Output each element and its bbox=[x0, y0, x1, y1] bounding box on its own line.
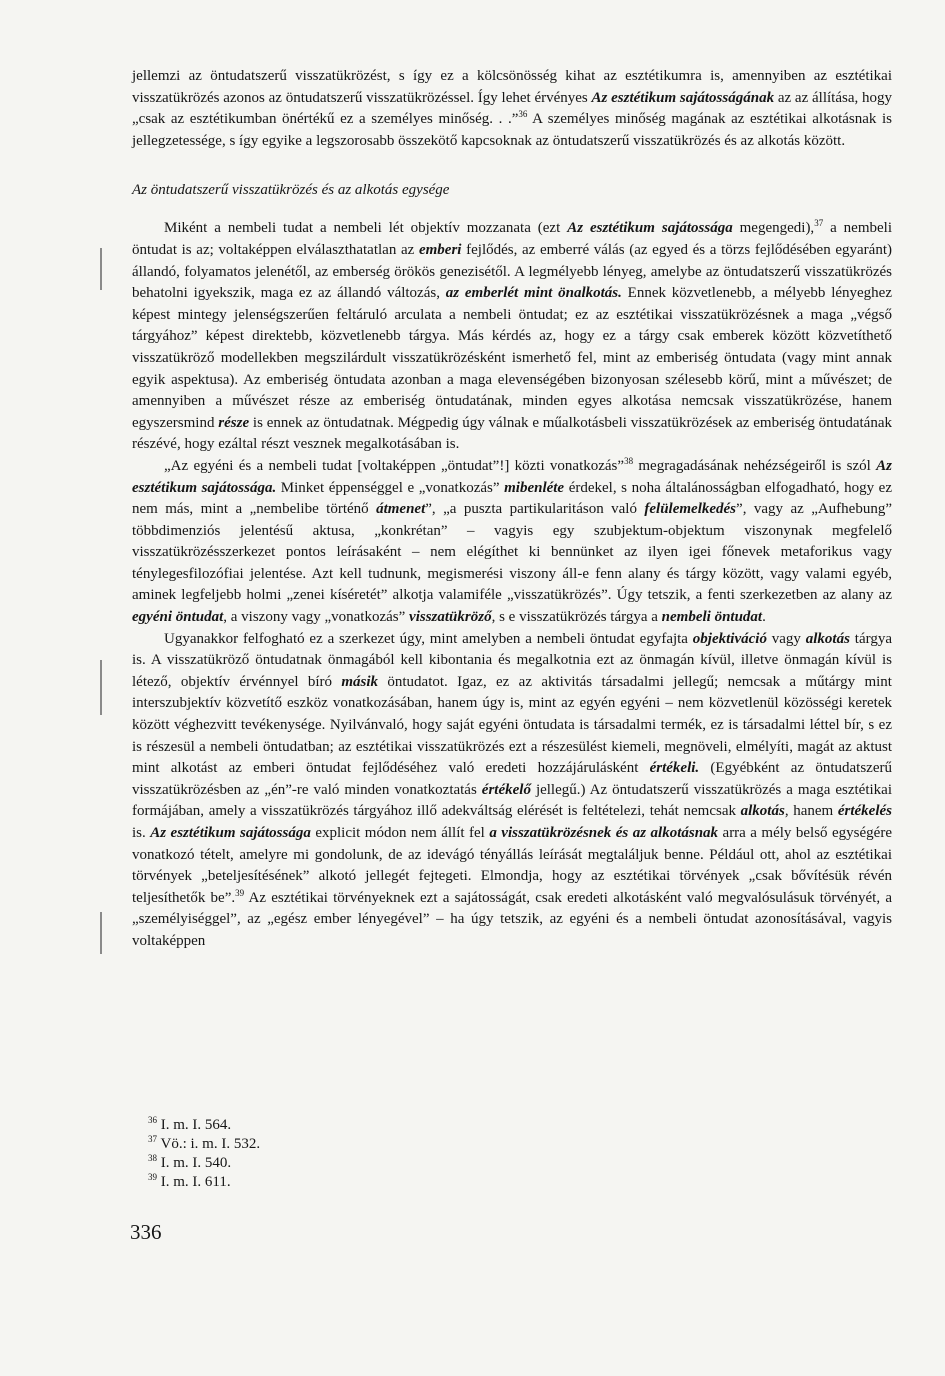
paragraph-4 bbox=[132, 629, 892, 953]
text-run: megengedi), bbox=[732, 220, 815, 237]
text-run: , a viszony vagy „vonatkozás” bbox=[223, 609, 410, 626]
emphasis-text: értékelő bbox=[481, 781, 531, 798]
text-run: jellegű.) Az öntudatszerű visszatükrözés a maga esztétikai formájában, amely a visszatükrözés tárgyához illő adekváltság elérését is feltételezi, tehát nemcsak bbox=[132, 781, 892, 820]
paragraph-2 bbox=[132, 218, 892, 456]
footnote-number: 39 bbox=[148, 1172, 157, 1182]
text-run: is ennek az öntudatnak. Mégpedig úgy válnak e műalkotásbeli visszatükrözések az emberiség öntudatának részévé, hogy ezáltal részt vesznek megalkotásában is. bbox=[132, 414, 892, 453]
text-run: is. bbox=[132, 825, 151, 841]
footnote-reference: 38 bbox=[624, 455, 634, 466]
text-run: , hanem bbox=[784, 803, 838, 820]
text-run: Ennek közvetlenebb, a mélyebb lényeghez képest mintegy jelenségszerűen feltáruló arculata a nembeli öntudat; ez az esztétikai visszatükrözésnek a maga „végső tárgyához” képest direktebb, közvetlenebb tárgya. Más kérdés az, hogy ez a tárgy csak emberek között közvetíthető visszatükröző modellekben megszilárdult visszatükrözésként ismerhető fel, mint az emberiség öntudata (vagy mint annak egyik aspektusa). Az emberiség öntudata azonban a maga elevenségében bizonyosan szélesebb körű, mint a művészet; de amennyiben a művészet része az emberiség öntudatának, minden egyes alkotása nemcsak visszatükrözése, hanem egyszersmind bbox=[132, 285, 892, 431]
text-run: tárgya is. A visszatükröző öntudatnak önmagából kell kibontania és megalkotnia ezt az önmagán kívül, illetve önmagán kívül is létező, objektív érvénnyel bíró bbox=[132, 630, 892, 690]
footnote-text: I. m. I. 564. bbox=[160, 1117, 232, 1133]
footnote bbox=[148, 1154, 260, 1173]
text-run: öntudatot. Igaz, ez az aktivitás társadalmi jellegű; nemcsak a műtárgy mint interszubjektív közvetítő eszköz vonatkozásában, hanem úgy is, mint az egyén egyéni – nem közvetlenül közösségi keretek között véghezvitt tevékenysége. Nyilvánvaló, hogy saját egyéni öntudata is társadalmi termék, ez is társadalmi léttel bír, s ez is részesül a nembeli öntudatban; az esztétikai visszatükrözés ezt a részesülést kiemeli, megnöveli, elmélyíti, magát az aktust mint alkotást az emberi öntudat fejlődéséhez való eredeti hozzájárulásként bbox=[132, 673, 892, 777]
footnote-text: I. m. I. 611. bbox=[160, 1174, 231, 1190]
emphasis-text: Az esztétikum sajátosságának bbox=[591, 89, 775, 106]
footnote-number: 38 bbox=[148, 1153, 157, 1163]
emphasis-text: Az esztétikum sajátossága bbox=[150, 825, 311, 841]
footnote-text: I. m. I. 540. bbox=[160, 1155, 232, 1171]
footnote bbox=[148, 1116, 260, 1135]
text-run: ”, vagy az „Aufhebung” többdimenziós jelentésű aktusa, „konkrétan” – vagyis egy szubjektum-objektum viszonynak megfelelő visszatükrözésszerkezet pontos leírásaként – nem elégíthet ki bennünket az ilyen igei főnevek metaforikus vagy ténylegesfilozófiai jelentése. Azt kell tudnunk, megismerési viszony áll-e fenn alany és tárgy között, vagy valami egyéb, aminek legfeljebb holmi „zenei kíséretét” alkotja valamiféle „visszatükrözés”. Úgy tetszik, a fenti szerkezetben az alany az bbox=[132, 501, 892, 604]
text-run: , s e visszatükrözés tárgya a bbox=[491, 609, 662, 626]
text-run: A személyes minőség magának az esztétikai alkotásnak is jellegzetessége, s így egyike a legszorosabb összekötő kapcsoknak az öntudatszerű visszatükrözés és az alkotás között. bbox=[132, 111, 892, 149]
emphasis-text: része bbox=[218, 414, 250, 431]
margin-pencil-mark-3 bbox=[100, 912, 102, 954]
footnote-reference: 36 bbox=[518, 109, 528, 120]
text-run: „Az egyéni és a nembeli tudat [voltaképpen „öntudat”!] közti vonatkozás” bbox=[164, 457, 625, 474]
text-run: Az esztétikai törvényeknek ezt a sajátosságát, csak eredeti alkotásként való megvalósulásuk törvényét, a „személyiséggel”, az „egész ember lényegével” – ha úgy tetszik, az egyéni és a nembeli öntudat azonosításával, vagyis voltaképpen bbox=[132, 889, 892, 949]
emphasis-text: átmenet bbox=[376, 501, 426, 518]
emphasis-text: Az esztétikum sajátossága bbox=[567, 220, 733, 237]
footnote-reference: 39 bbox=[235, 887, 245, 898]
paragraph-3 bbox=[132, 456, 892, 629]
text-run: (Egyébként az öntudatszerű visszatükrözésben az „én”-re való minden vonatkoztatás bbox=[132, 760, 892, 798]
page-body bbox=[132, 66, 892, 953]
emphasis-text: egyéni öntudat bbox=[132, 609, 224, 626]
text-run: Ugyanakkor felfogható ez a szerkezet úgy, mint amelyben a nembeli öntudat egyfajta bbox=[164, 630, 693, 647]
text-run: . bbox=[762, 609, 766, 626]
text-run: fejlődés, az emberré válás (az egyed és a törzs fejlődésében egyaránt) állandó, folyamatos jelenétől, az emberség örökös genezisétől. A legmélyebb lényeg, amelybe az öntudatszerű visszatükrözés behatolni igyekszik, maga ez az állandó változás, bbox=[132, 241, 892, 302]
emphasis-text: a visszatükrözésnek és az alkotásnak bbox=[489, 825, 719, 841]
emphasis-text: az emberlét mint önalkotás. bbox=[445, 285, 622, 302]
margin-pencil-mark-2 bbox=[100, 660, 102, 715]
text-run: ”, „a puszta partikularitáson való bbox=[425, 501, 645, 518]
emphasis-text: alkotás bbox=[740, 803, 785, 820]
text-run: vagy bbox=[766, 630, 806, 647]
text-run: Miként a nembeli tudat a nembeli lét objektív mozzanata (ezt bbox=[164, 220, 568, 237]
text-run: arra a mély belső egységére vonatkozó tételt, amelyre mi gondolunk, de az idevágó tényállás leírását megtaláljuk benne. Például ott, ahol az esztétikai törvények „beteljesítésének” alkotó jellegét fejtegeti. Elmondja, hogy az esztétikai törvények „csak bővítésük révén teljesíthetők be”. bbox=[132, 825, 892, 906]
text-run: a nembeli öntudat is az; voltaképpen elválaszthatatlan az bbox=[132, 220, 892, 258]
emphasis-text: felülemelkedés bbox=[644, 501, 737, 518]
section-heading: Az öntudatszerű visszatükrözés és az alkotás egysége bbox=[132, 182, 450, 199]
emphasis-text: értékelés bbox=[837, 803, 892, 820]
emphasis-text: visszatükröző bbox=[409, 609, 492, 626]
text-run: érdekel, s noha általánosságban elfogadható, hogy ez nem más, mint a „nembelibe történő bbox=[132, 479, 892, 518]
emphasis-text: mibenléte bbox=[504, 479, 565, 496]
emphasis-text: másik bbox=[341, 673, 379, 690]
footnote-number: 36 bbox=[148, 1115, 157, 1125]
emphasis-text: emberi bbox=[418, 241, 462, 258]
footnote-text: Vö.: i. m. I. 532. bbox=[160, 1136, 261, 1152]
margin-pencil-mark-1 bbox=[100, 248, 102, 290]
emphasis-text: objektiváció bbox=[692, 630, 767, 647]
text-run: az az állítása, hogy „csak az esztétikumban önértékű ez a személyes minőség. . .” bbox=[132, 89, 892, 128]
text-run: jellemzi az öntudatszerű visszatükrözést, s így ez a kölcsönösség kihat az esztétikumra is, amennyiben az esztétikai visszatükrözés azonos az öntudatszerű visszatükrözéssel. Így lehet érvényes bbox=[132, 68, 892, 106]
text-run: Minket éppenséggel e „vonatkozás” bbox=[276, 479, 505, 496]
page-number: 336 bbox=[130, 1220, 162, 1244]
footnote-number: 37 bbox=[148, 1134, 157, 1144]
text-run: explicit módon nem állít fel bbox=[310, 825, 490, 841]
footnotes bbox=[148, 1116, 260, 1192]
footnote-reference: 37 bbox=[814, 218, 824, 229]
emphasis-text: értékeli. bbox=[649, 760, 700, 777]
emphasis-text: nembeli öntudat bbox=[661, 609, 763, 626]
footnote bbox=[148, 1135, 260, 1154]
footnote bbox=[148, 1173, 260, 1192]
paragraph-1 bbox=[132, 66, 892, 152]
emphasis-text: alkotás bbox=[805, 630, 850, 647]
emphasis-text: Az esztétikum sajátossága. bbox=[132, 457, 892, 496]
text-run: megragadásának nehézségeiről is szól bbox=[633, 457, 877, 474]
